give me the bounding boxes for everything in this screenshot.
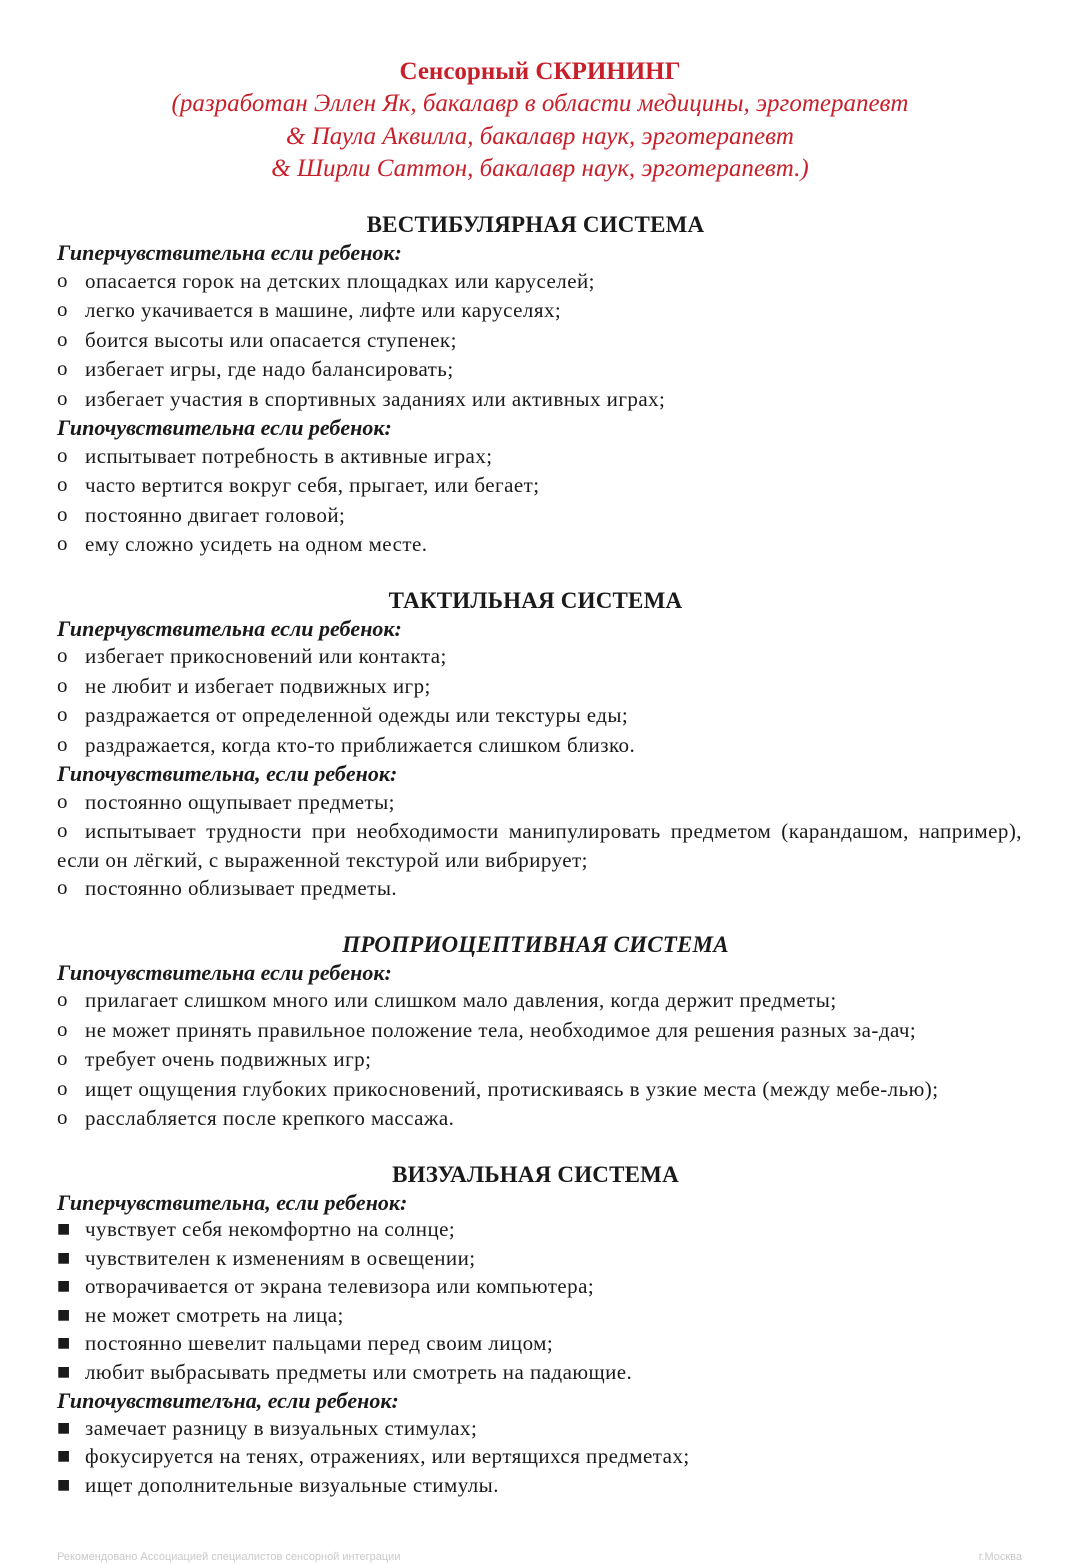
list-item: oрасслабляется после крепкого массажа.	[57, 1104, 1022, 1134]
list-item: oпостоянно облизывает предметы.	[57, 874, 1022, 904]
list-item: ■замечает разницу в визуальных стимулах;	[57, 1415, 1022, 1444]
group-label: Гипочувствительна если ребенок:	[57, 415, 392, 440]
list-item: oему сложно усидеть на одном месте.	[57, 530, 1022, 560]
square-bullet-icon	[57, 1273, 85, 1302]
list-item: oизбегает участия в спортивных заданиях или активных играх;	[57, 385, 1022, 415]
circle-bullet-icon	[57, 672, 85, 702]
group-label: Гиперчувствительна, если ребенок:	[57, 1189, 408, 1215]
square-bullet-icon	[57, 1216, 85, 1245]
group-label: Гипочувствительна если ребенок:	[57, 959, 392, 985]
section-tactile	[57, 587, 1022, 904]
list-item: oраздражается, когда кто-то приближается слишком близко.	[57, 731, 1022, 761]
list-item: oиспытывает трудности при необходимости манипулировать предметом (карандашом, например), если он лёгкий, с выраженной текстурой или вибрирует;	[57, 817, 1022, 874]
symptom-list	[57, 267, 1022, 415]
circle-bullet-icon	[57, 1104, 85, 1134]
circle-bullet-icon	[57, 874, 85, 904]
list-item: oиспытывает потребность в активные играх;	[57, 442, 1022, 472]
list-item: oпостоянно двигает головой;	[57, 501, 1022, 531]
list-item: oизбегает игры, где надо балансировать;	[57, 355, 1022, 385]
list-item: ■чувствует себя некомфортно на солнце;	[57, 1216, 1022, 1245]
list-item: oне любит и избегает подвижных игр;	[57, 672, 1022, 702]
group-label: Гиперчувствительна если ребенок:	[57, 615, 402, 641]
list-item: oбоится высоты или опасается ступенек;	[57, 326, 1022, 356]
circle-bullet-icon	[57, 642, 85, 672]
square-bullet-icon	[57, 1302, 85, 1331]
circle-bullet-icon	[57, 296, 85, 326]
list-item: ■чувствителен к изменениям в освещении;	[57, 1245, 1022, 1274]
section-visual	[57, 1161, 1022, 1501]
circle-bullet-icon	[57, 355, 85, 385]
author-line-1: (разработан Эллен Як, бакалавр в области медицины, эрготерапевт	[171, 90, 909, 117]
circle-bullet-icon	[57, 817, 85, 847]
symptom-list	[57, 1216, 1022, 1387]
circle-bullet-icon	[57, 501, 85, 531]
section-title: ВИЗУАЛЬНАЯ СИСТЕМА	[392, 1161, 679, 1187]
author-line-3: & Ширли Саттон, бакалавр наук, эрготерапевт.)	[271, 155, 809, 182]
list-item: oчасто вертится вокруг себя, прыгает, или бегает;	[57, 471, 1022, 501]
list-item: ■не может смотреть на лица;	[57, 1302, 1022, 1331]
document-header	[0, 56, 1080, 186]
list-item: oтребует очень подвижных игр;	[57, 1045, 1022, 1075]
circle-bullet-icon	[57, 731, 85, 761]
section-title: ПРОПРИОЦЕПТИВНАЯ СИСТЕМА	[342, 931, 729, 957]
circle-bullet-icon	[57, 326, 85, 356]
square-bullet-icon	[57, 1245, 85, 1274]
document-title: Сенсорный СКРИНИНГ	[399, 58, 681, 85]
document-body	[57, 211, 1022, 1500]
symptom-list	[57, 1415, 1022, 1501]
circle-bullet-icon	[57, 788, 85, 818]
section-proprioceptive	[57, 931, 1022, 1134]
list-item: oизбегает прикосновений или контакта;	[57, 642, 1022, 672]
square-bullet-icon	[57, 1472, 85, 1501]
symptom-list	[57, 642, 1022, 760]
circle-bullet-icon	[57, 530, 85, 560]
circle-bullet-icon	[57, 1075, 85, 1105]
square-bullet-icon	[57, 1359, 85, 1388]
author-line-2: & Паула Аквилла, бакалавр наук, эрготерапевт	[286, 122, 794, 150]
group-label: Гипочувствительна, если ребенок:	[57, 761, 398, 786]
list-item: ■фокусируется на тенях, отражениях, или вертящихся предметах;	[57, 1443, 1022, 1472]
list-item: ■отворачивается от экрана телевизора или компьютера;	[57, 1273, 1022, 1302]
circle-bullet-icon	[57, 385, 85, 415]
list-item: ■ищет дополнительные визуальные стимулы.	[57, 1472, 1022, 1501]
list-item: oраздражается от определенной одежды или текстуры еды;	[57, 701, 1022, 731]
section-title: ТАКТИЛЬНАЯ СИСТЕМА	[388, 587, 683, 613]
footer-right-text: г.Москва	[978, 1551, 1022, 1563]
list-item: oпостоянно ощупывает предметы;	[57, 788, 1022, 818]
group-label: Гипочувствителъна, если ребенок:	[57, 1388, 399, 1413]
list-item: oлегко укачивается в машине, лифте или каруселях;	[57, 296, 1022, 326]
list-item: oприлагает слишком много или слишком мало давления, когда держит предметы;	[57, 986, 1022, 1016]
list-item: ■постоянно шевелит пальцами перед своим лицом;	[57, 1330, 1022, 1359]
circle-bullet-icon	[57, 1045, 85, 1075]
circle-bullet-icon	[57, 442, 85, 472]
circle-bullet-icon	[57, 471, 85, 501]
square-bullet-icon	[57, 1415, 85, 1444]
circle-bullet-icon	[57, 986, 85, 1016]
symptom-list	[57, 986, 1022, 1134]
square-bullet-icon	[57, 1443, 85, 1472]
square-bullet-icon	[57, 1330, 85, 1359]
circle-bullet-icon	[57, 701, 85, 731]
symptom-list	[57, 788, 1022, 904]
list-item: oищет ощущения глубоких прикосновений, протискиваясь в узкие места (между мебе-лью);	[57, 1075, 1022, 1105]
circle-bullet-icon	[57, 1016, 85, 1046]
section-vestibular	[57, 211, 1022, 560]
list-item: oне может принять правильное положение тела, необходимое для решения разных за-дач;	[57, 1016, 1022, 1046]
circle-bullet-icon	[57, 267, 85, 297]
footer-left-text: Рекомендовано Ассоциацией специалистов сенсорной интеграции	[57, 1551, 401, 1563]
section-title: ВЕСТИБУЛЯРНАЯ СИСТЕМА	[366, 212, 705, 237]
group-label: Гиперчувствительна если ребенок:	[57, 240, 402, 265]
list-item: oопасается горок на детских площадках или каруселей;	[57, 267, 1022, 297]
symptom-list	[57, 442, 1022, 560]
list-item: ■любит выбрасывать предметы или смотреть на падающие.	[57, 1359, 1022, 1388]
